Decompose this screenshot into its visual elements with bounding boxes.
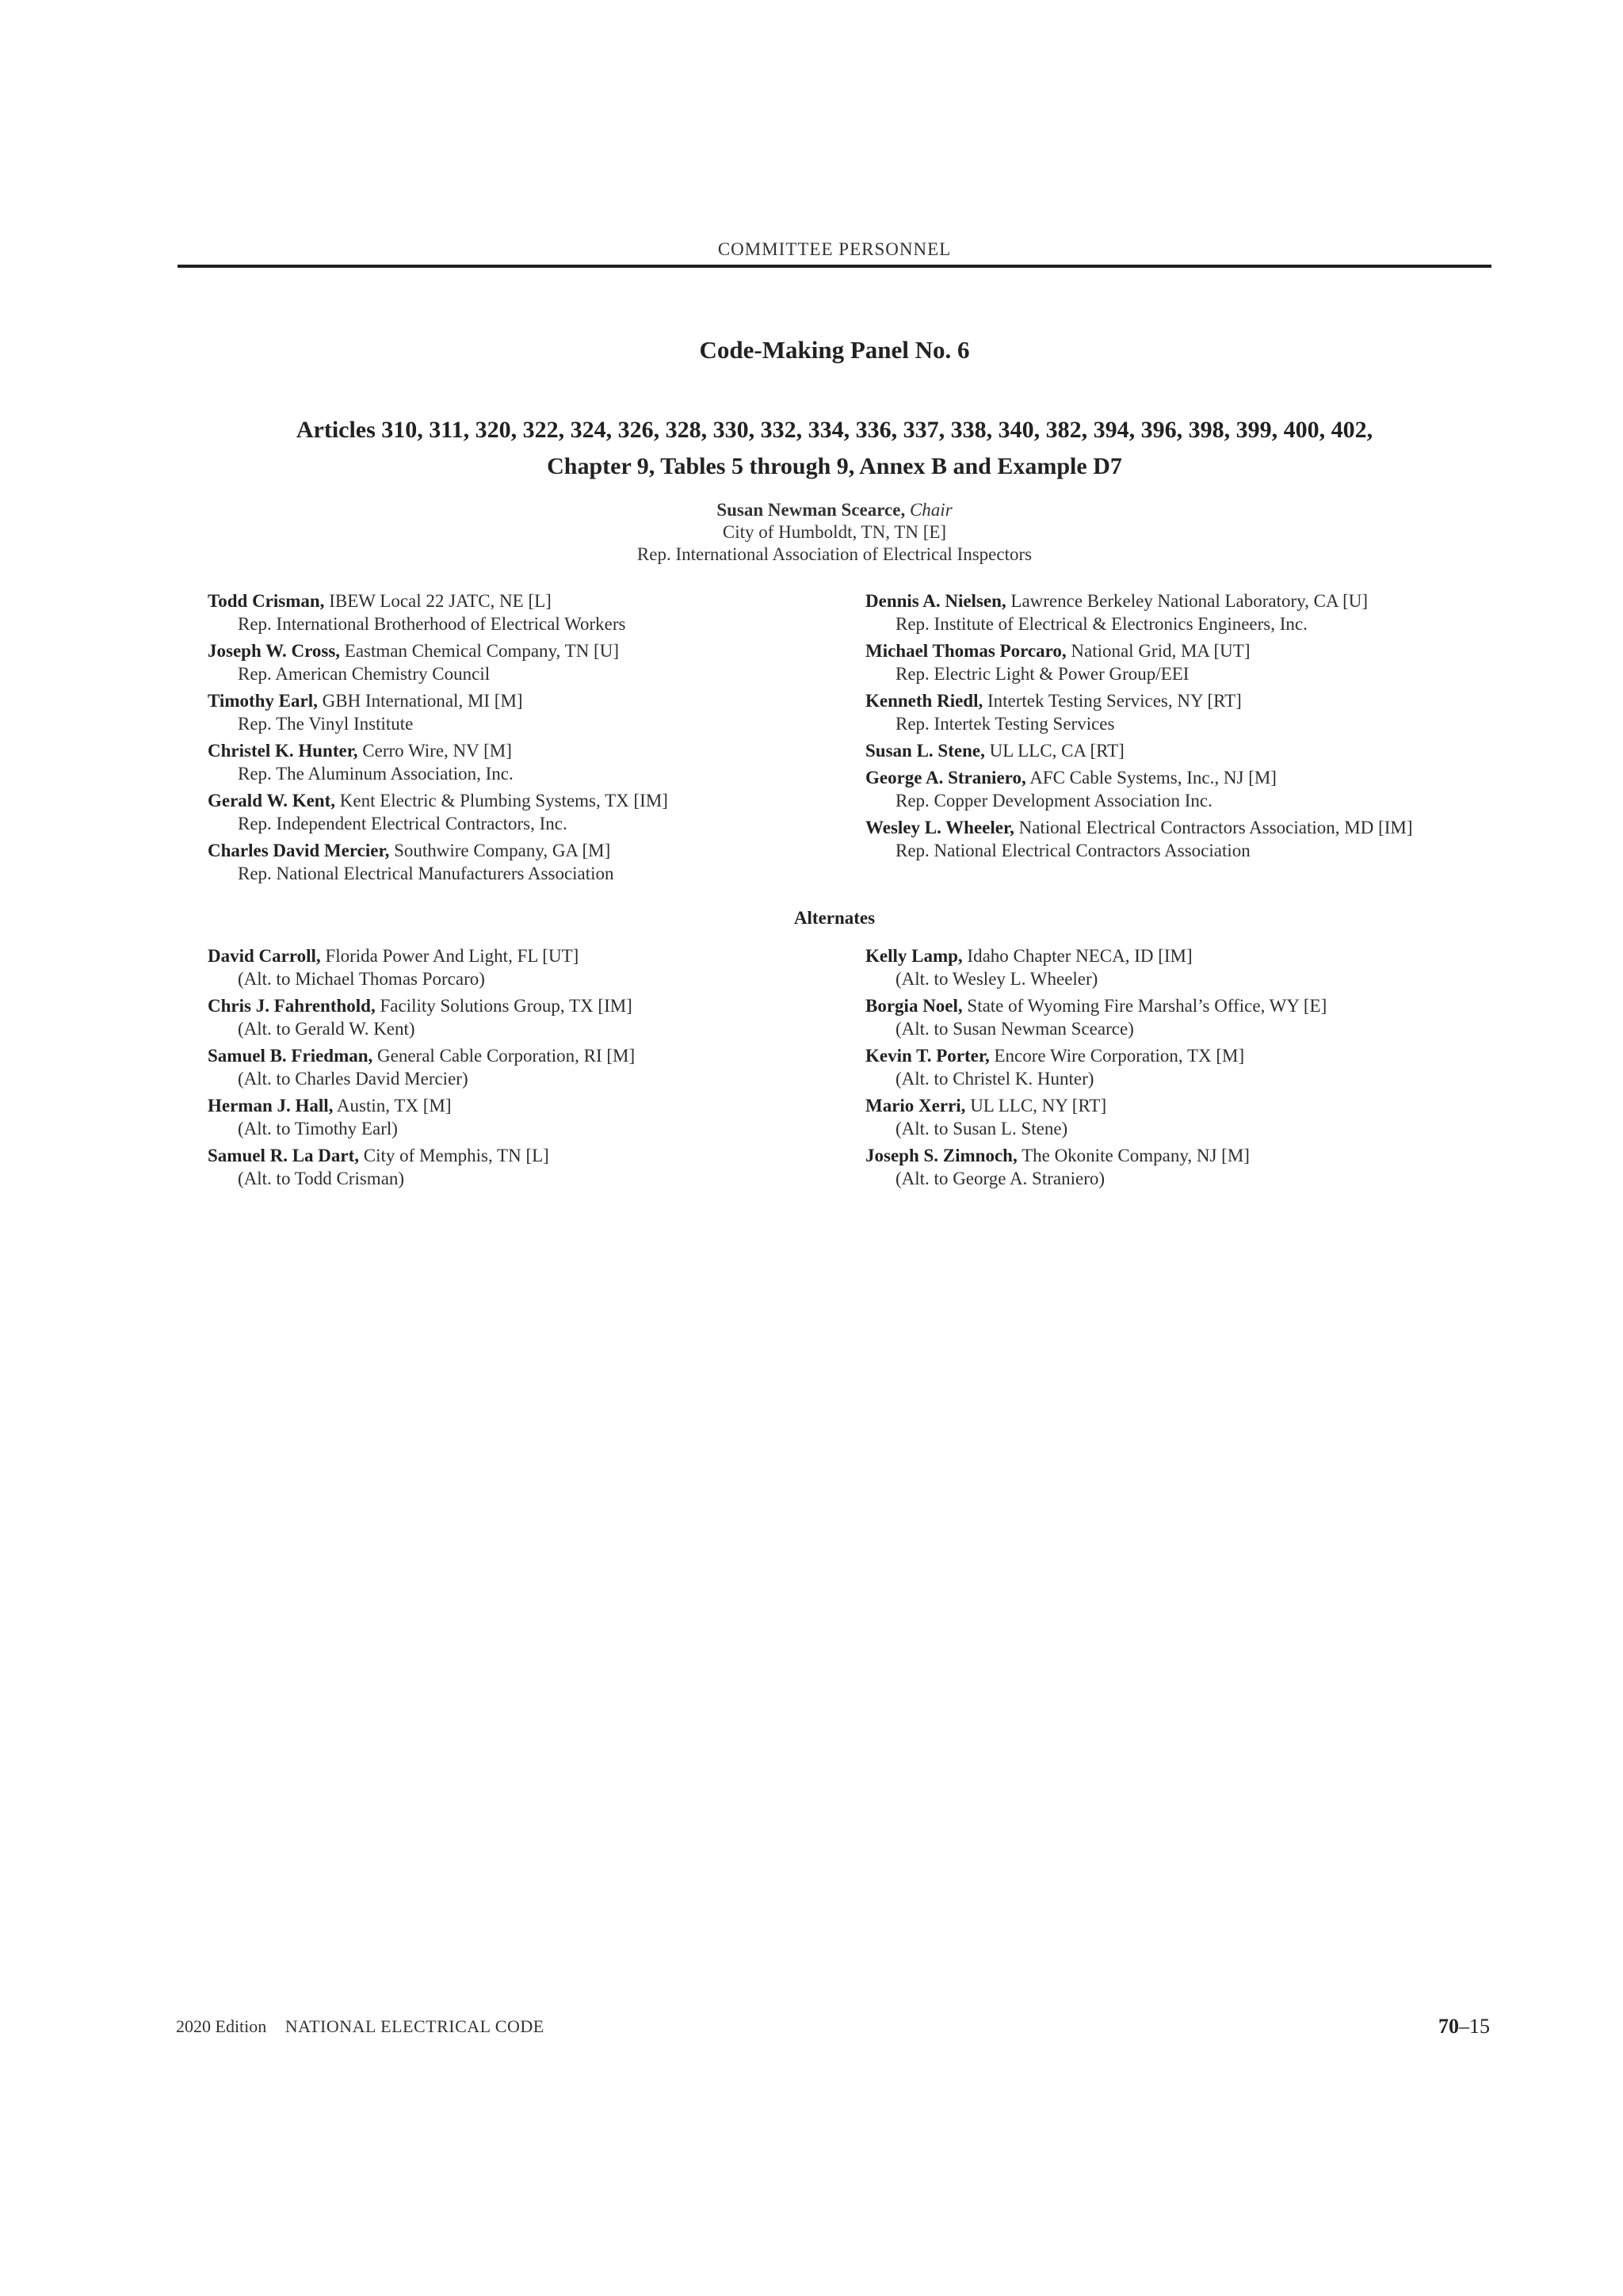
- member-name: Herman J. Hall,: [208, 1096, 334, 1116]
- member-affiliation: City of Memphis, TN [L]: [363, 1146, 549, 1165]
- member-detail: Rep. Independent Electrical Contractors, Inc.: [238, 814, 567, 833]
- member-affiliation: Encore Wire Corporation, TX [M]: [994, 1046, 1245, 1066]
- entry-line: [208, 944, 826, 967]
- personnel-entry: [865, 739, 1468, 762]
- member-name: Samuel R. La Dart,: [208, 1146, 360, 1165]
- member-affiliation: Kent Electric & Plumbing Systems, TX [IM]: [339, 791, 668, 810]
- personnel-entry: [208, 789, 826, 835]
- member-detail: (Alt. to Susan L. Stene): [896, 1119, 1068, 1138]
- member-detail: (Alt. to George A. Straniero): [896, 1169, 1106, 1188]
- member-name: Michael Thomas Porcaro,: [865, 641, 1067, 661]
- member-name: Kenneth Riedl,: [865, 691, 983, 711]
- entry-line: [865, 1044, 1468, 1067]
- member-detail: (Alt. to Michael Thomas Porcaro): [238, 969, 485, 989]
- chair-block: [178, 499, 1491, 566]
- member-name: Susan L. Stene,: [865, 741, 985, 761]
- entry-line: [208, 994, 826, 1017]
- member-name: Charles David Mercier,: [208, 841, 390, 860]
- member-detail: Rep. Intertek Testing Services: [896, 714, 1115, 734]
- entry-line: [865, 1144, 1468, 1167]
- member-detail: (Alt. to Todd Crisman): [238, 1169, 405, 1188]
- personnel-entry: [865, 944, 1468, 990]
- personnel-entry: [865, 1144, 1468, 1190]
- member-detail: (Alt. to Timothy Earl): [238, 1119, 398, 1138]
- members-left-column: [208, 589, 826, 889]
- entry-line: [208, 1094, 826, 1117]
- personnel-entry: [865, 766, 1468, 812]
- personnel-entry: [208, 1044, 826, 1090]
- alternates-heading: Alternates: [793, 908, 876, 928]
- articles-line-1: Articles 310, 311, 320, 322, 324, 326, 328, 330, 332, 334, 336, 337, 338, 340, 382, 394, 396, 398, 399, 400, 402,: [296, 417, 1373, 443]
- personnel-entry: [865, 994, 1468, 1040]
- entry-line: [865, 739, 1468, 762]
- entry-line: [865, 994, 1468, 1017]
- member-name: Todd Crisman,: [208, 591, 325, 611]
- member-name: Christel K. Hunter,: [208, 741, 358, 761]
- entry-line: [865, 639, 1468, 662]
- member-affiliation: UL LLC, NY [RT]: [970, 1096, 1107, 1116]
- header-rule: [178, 265, 1491, 268]
- chair-line: [178, 499, 1491, 521]
- code-name: NATIONAL ELECTRICAL CODE: [285, 2016, 544, 2036]
- personnel-entry: [208, 589, 826, 635]
- member-name: George A. Straniero,: [865, 768, 1026, 788]
- entry-line: [208, 689, 826, 712]
- entry-line: [865, 944, 1468, 967]
- personnel-entry: [865, 1094, 1468, 1140]
- entry-line: [865, 1094, 1468, 1117]
- articles-line-2: Chapter 9, Tables 5 through 9, Annex B and Example D7: [547, 453, 1122, 479]
- chair-role: Chair: [909, 500, 953, 520]
- member-detail: (Alt. to Wesley L. Wheeler): [896, 969, 1098, 989]
- member-name: Timothy Earl,: [208, 691, 318, 711]
- member-name: Borgia Noel,: [865, 996, 963, 1016]
- chair-rep: Rep. International Association of Electrical Inspectors: [636, 544, 1033, 564]
- entry-line: [208, 839, 826, 862]
- member-affiliation: National Grid, MA [UT]: [1071, 641, 1251, 661]
- entry-line: [208, 789, 826, 812]
- member-affiliation: Cerro Wire, NV [M]: [362, 741, 512, 761]
- personnel-entry: [208, 739, 826, 785]
- member-name: Joseph W. Cross,: [208, 641, 341, 661]
- member-affiliation: GBH International, MI [M]: [322, 691, 523, 711]
- edition-label: 2020 Edition: [176, 2016, 267, 2036]
- entry-line: [865, 689, 1468, 712]
- personnel-entry: [208, 1094, 826, 1140]
- member-detail: Rep. International Brotherhood of Electrical Workers: [238, 614, 626, 634]
- personnel-entry: [208, 944, 826, 990]
- member-affiliation: Lawrence Berkeley National Laboratory, CA [U]: [1010, 591, 1369, 611]
- member-detail: Rep. National Electrical Contractors Association: [896, 841, 1251, 860]
- member-detail: (Alt. to Charles David Mercier): [238, 1069, 468, 1089]
- member-affiliation: AFC Cable Systems, Inc., NJ [M]: [1029, 768, 1277, 788]
- member-affiliation: Eastman Chemical Company, TN [U]: [344, 641, 619, 661]
- member-affiliation: State of Wyoming Fire Marshal’s Office, WY [E]: [967, 996, 1327, 1016]
- entry-line: [208, 1044, 826, 1067]
- member-detail: Rep. Institute of Electrical & Electronics Engineers, Inc.: [896, 614, 1308, 634]
- member-affiliation: General Cable Corporation, RI [M]: [377, 1046, 636, 1066]
- member-detail: Rep. American Chemistry Council: [238, 664, 491, 684]
- member-detail: Rep. The Aluminum Association, Inc.: [238, 764, 514, 784]
- member-name: Wesley L. Wheeler,: [865, 818, 1014, 837]
- chair-affiliation: City of Humboldt, TN, TN [E]: [722, 522, 947, 542]
- footer-edition: [176, 2016, 544, 2037]
- member-detail: Rep. National Electrical Manufacturers Association: [238, 864, 614, 883]
- member-affiliation: Austin, TX [M]: [336, 1096, 452, 1116]
- member-detail: (Alt. to Christel K. Hunter): [896, 1069, 1094, 1089]
- alternates-left-column: [208, 944, 826, 1194]
- articles-list: [178, 412, 1491, 485]
- member-name: Samuel B. Friedman,: [208, 1046, 373, 1066]
- entry-line: [208, 1144, 826, 1167]
- member-detail: Rep. Copper Development Association Inc.: [896, 791, 1212, 810]
- page-suffix: –15: [1459, 2015, 1490, 2038]
- personnel-entry: [865, 639, 1468, 685]
- entry-line: [865, 589, 1468, 612]
- personnel-entry: [208, 639, 826, 685]
- member-detail: Rep. The Vinyl Institute: [238, 714, 414, 734]
- entry-line: [865, 816, 1468, 839]
- personnel-entry: [208, 689, 826, 735]
- personnel-entry: [865, 816, 1468, 862]
- personnel-entry: [865, 1044, 1468, 1090]
- running-head: COMMITTEE PERSONNEL: [717, 239, 952, 259]
- member-detail: (Alt. to Susan Newman Scearce): [896, 1019, 1134, 1039]
- member-name: Gerald W. Kent,: [208, 791, 336, 810]
- chair-name: Susan Newman Scearce,: [716, 500, 906, 520]
- member-name: Kevin T. Porter,: [865, 1046, 990, 1066]
- alternates-right-column: [865, 944, 1468, 1194]
- member-affiliation: Southwire Company, GA [M]: [394, 841, 611, 860]
- panel-title: Code-Making Panel No. 6: [699, 336, 970, 364]
- member-detail: (Alt. to Gerald W. Kent): [238, 1019, 415, 1039]
- member-affiliation: IBEW Local 22 JATC, NE [L]: [329, 591, 552, 611]
- member-affiliation: Intertek Testing Services, NY [RT]: [987, 691, 1242, 711]
- member-affiliation: Florida Power And Light, FL [UT]: [325, 946, 579, 966]
- entry-line: [208, 589, 826, 612]
- member-affiliation: Idaho Chapter NECA, ID [IM]: [967, 946, 1193, 966]
- members-right-column: [865, 589, 1468, 866]
- member-name: Mario Xerri,: [865, 1096, 966, 1116]
- member-name: Chris J. Fahrenthold,: [208, 996, 376, 1016]
- page-number: [1438, 2015, 1490, 2039]
- entry-line: [865, 766, 1468, 789]
- member-name: Joseph S. Zimnoch,: [865, 1146, 1018, 1165]
- member-name: Kelly Lamp,: [865, 946, 963, 966]
- page-prefix: 70: [1438, 2015, 1459, 2038]
- member-name: David Carroll,: [208, 946, 321, 966]
- entry-line: [208, 739, 826, 762]
- personnel-entry: [208, 994, 826, 1040]
- member-affiliation: National Electrical Contractors Association, MD [IM]: [1018, 818, 1413, 837]
- personnel-entry: [208, 1144, 826, 1190]
- member-detail: Rep. Electric Light & Power Group/EEI: [896, 664, 1190, 684]
- member-affiliation: The Okonite Company, NJ [M]: [1022, 1146, 1250, 1165]
- member-name: Dennis A. Nielsen,: [865, 591, 1006, 611]
- personnel-entry: [865, 689, 1468, 735]
- personnel-entry: [865, 589, 1468, 635]
- personnel-entry: [208, 839, 826, 885]
- member-affiliation: UL LLC, CA [RT]: [989, 741, 1125, 761]
- member-affiliation: Facility Solutions Group, TX [IM]: [380, 996, 632, 1016]
- entry-line: [208, 639, 826, 662]
